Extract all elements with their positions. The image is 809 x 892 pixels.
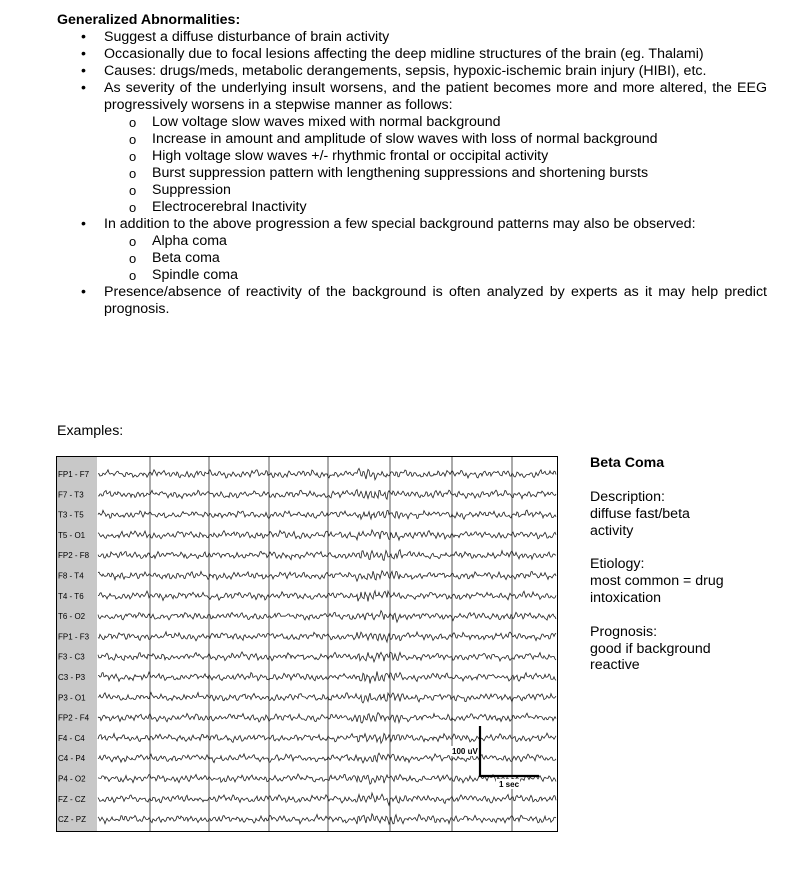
channel-label: FP1 - F7 xyxy=(58,470,90,479)
sub-list-item: o Alpha coma xyxy=(104,233,767,250)
prognosis-line: good if background xyxy=(590,640,711,657)
channel-label: C3 - P3 xyxy=(58,673,86,682)
sub-list-item: o Low voltage slow waves mixed with normal background xyxy=(104,114,767,131)
channel-label: C4 - P4 xyxy=(58,754,86,764)
list-item-text: As severity of the underlying insult worsens, and the patient becomes more and more altered, the EEG progressively worsens in a stepwise manner as follows: xyxy=(104,80,767,113)
list-item: • Suggest a diffuse disturbance of brain activity xyxy=(57,29,767,46)
prognosis-block xyxy=(590,624,760,674)
abnormalities-list xyxy=(57,29,767,318)
sub-list-item: o Beta coma xyxy=(104,250,767,267)
eeg-tracing xyxy=(56,456,558,832)
sub-list-item: o Spindle coma xyxy=(104,267,767,284)
etiology-block xyxy=(590,556,760,606)
description-label: Description: xyxy=(590,489,665,505)
etiology-line: most common = drug xyxy=(590,573,724,590)
examples-label: Examples: xyxy=(57,423,124,439)
description-block xyxy=(590,489,760,539)
sub-list-item: o Increase in amount and amplitude of slow waves with loss of normal background xyxy=(104,131,767,148)
sub-list-item: o Electrocerebral Inactivity xyxy=(104,199,767,216)
channel-label: F7 - T3 xyxy=(58,490,84,500)
sub-list-item: o High voltage slow waves +/- rhythmic frontal or occipital activity xyxy=(104,148,767,165)
section-heading: Generalized Abnormalities: xyxy=(57,12,241,28)
channel-label: FZ - CZ xyxy=(58,794,86,804)
sub-list-item: o Burst suppression pattern with lengthening suppressions and shortening bursts xyxy=(104,165,767,182)
channel-label: F3 - C3 xyxy=(58,652,85,662)
channel-label: T3 - T5 xyxy=(58,510,84,520)
eeg-figure xyxy=(56,456,558,832)
list-item: • Presence/absence of reactivity of the background is often analyzed by experts as it may help predict prognosis. xyxy=(57,284,767,318)
list-item-special-patterns xyxy=(57,216,767,284)
list-item: • Occasionally due to focal lesions affecting the deep midline structures of the brain (eg. Thalami) xyxy=(57,46,767,63)
sub-list-item: o Suppression xyxy=(104,182,767,199)
example-title: Beta Coma xyxy=(590,455,665,471)
description-line: activity xyxy=(590,522,634,539)
channel-label: F4 - C4 xyxy=(58,733,85,743)
channel-label: F8 - T4 xyxy=(58,571,84,581)
prognosis-label: Prognosis: xyxy=(590,623,658,640)
channel-label: FP2 - F8 xyxy=(58,551,90,561)
list-item: • Causes: drugs/meds, metabolic derangements, sepsis, hypoxic-ischemic brain injury (HIBI), etc. xyxy=(57,63,767,80)
description-line: diffuse fast/beta xyxy=(590,505,690,522)
etiology-label: Etiology: xyxy=(590,556,645,573)
channel-label: FP1 - F3 xyxy=(58,632,90,642)
channel-label: FP2 - F4 xyxy=(58,713,90,723)
prognosis-line: reactive xyxy=(590,657,640,674)
channel-label: T6 - O2 xyxy=(58,612,86,622)
list-item-progression xyxy=(57,80,767,216)
channel-label: T4 - T6 xyxy=(58,591,84,601)
scale-time-label: 1 sec xyxy=(499,780,520,789)
example-description-panel xyxy=(590,455,760,691)
channel-label: P3 - O1 xyxy=(58,693,86,703)
special-patterns-list xyxy=(104,233,767,284)
channel-label: CZ - PZ xyxy=(58,815,86,825)
list-item-text: In addition to the above progression a few special background patterns may also be observed: xyxy=(104,216,696,232)
etiology-line: intoxication xyxy=(590,589,661,606)
channel-label: P4 - O2 xyxy=(58,774,86,784)
scale-voltage-label: 100 uV xyxy=(452,747,478,756)
progression-list xyxy=(104,114,767,216)
channel-label: T5 - O1 xyxy=(58,530,86,540)
